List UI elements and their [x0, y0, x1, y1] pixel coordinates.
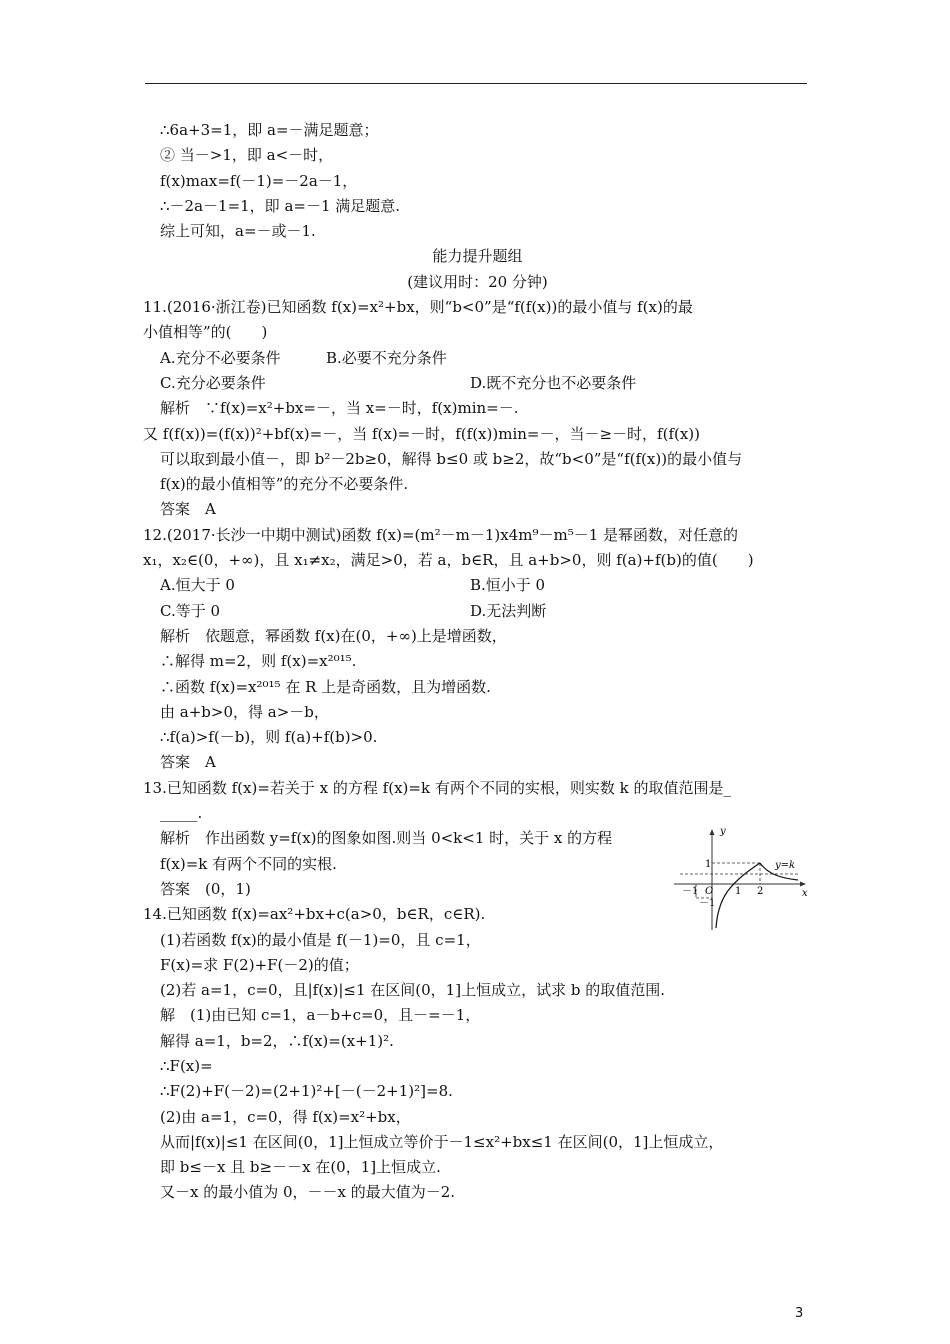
q14-line: 又－x 的最小值为 0，－－x 的最大值为－2.	[160, 1183, 456, 1202]
function-graph	[672, 824, 810, 934]
q13-answer: 答案 (0，1)	[160, 879, 251, 898]
q11-solution: f(x)的最小值相等”的充分不必要条件.	[160, 475, 409, 494]
tick-label: －1	[699, 898, 716, 909]
q13-stem-cont: _____.	[160, 804, 203, 823]
section-subtitle: (建议用时：20 分钟)	[407, 272, 548, 291]
page-number: 3	[795, 1306, 804, 1321]
q12-option-a: A.恒大于 0	[160, 576, 235, 595]
tick-label: 1	[735, 886, 742, 897]
q14-line: 从而|f(x)|≤1 在区间(0，1]上恒成立等价于－1≤x²+bx≤1 在区间(0，1]上恒成立，	[160, 1132, 724, 1151]
q13-solution: 解析 作出函数 y=f(x)的图象如图.则当 0<k<1 时，关于 x 的方程	[160, 829, 613, 848]
q12-solution: ∴解得 m=2，则 f(x)=x²⁰¹⁵.	[160, 652, 357, 671]
q14-line: (2)若 a=1，c=0，且|f(x)|≤1 在区间(0，1]上恒成立，试求 b 的取值范围.	[160, 981, 665, 1000]
q12-solution: 解析 依题意，幂函数 f(x)在(0，+∞)上是增函数，	[160, 626, 507, 645]
q11-option-a: A.充分不必要条件	[160, 348, 281, 367]
q13-solution: f(x)=k 有两个不同的实根.	[160, 854, 337, 873]
x-axis-label: x	[802, 888, 808, 899]
q12-option-c: C.等于 0	[160, 601, 221, 620]
tick-label: －1	[682, 886, 699, 897]
q11-stem-cont: 小值相等”的( )	[143, 323, 268, 342]
q11-solution: 解析 ∵f(x)=x²+bx=－，当 x=－时，f(x)min=－.	[160, 399, 519, 418]
q13-stem: 13.已知函数 f(x)=若关于 x 的方程 f(x)=k 有两个不同的实根，则实数 k 的取值范围是_	[143, 778, 731, 797]
q11-stem: 11.(2016·浙江卷)已知函数 f(x)=x²+bx，则“b<0”是“f(f(x))的最小值与 f(x)的最	[143, 298, 693, 317]
q11-solution: 又 f(f(x))=(f(x))²+bf(x)=－，当 f(x)=－时，f(f(x))min=－，当－≥－时，f(f(x))	[143, 424, 701, 443]
header-rule	[145, 83, 807, 84]
q11-option-c: C.充分必要条件	[160, 373, 266, 392]
tick-label: 1	[705, 859, 712, 870]
q11-answer: 答案 A	[160, 500, 216, 519]
q11-option-d: D.既不充分也不必要条件	[470, 373, 637, 392]
text-line: ② 当－>1，即 a<－时，	[160, 146, 334, 165]
q14-line: (1)若函数 f(x)的最小值是 f(－1)=0，且 c=1，	[160, 930, 481, 949]
q12-option-d: D.无法判断	[470, 601, 547, 620]
q14-line: (2)由 a=1，c=0，得 f(x)=x²+bx，	[160, 1107, 411, 1126]
q14-stem: 14.已知函数 f(x)=ax²+bx+c(a>0，b∈R，c∈R).	[143, 905, 486, 924]
q14-line: 解得 a=1，b=2，∴f(x)=(x+1)².	[160, 1031, 394, 1050]
text-line: f(x)max=f(－1)=－2a－1，	[160, 171, 358, 190]
q14-line: F(x)=求 F(2)+F(－2)的值；	[160, 955, 359, 974]
q14-line: 解 (1)由已知 c=1，a－b+c=0，且－=－1，	[160, 1006, 481, 1025]
y-axis-label: y	[720, 826, 726, 837]
q14-line: ∴F(x)=	[160, 1056, 213, 1075]
q11-option-b: B.必要不充分条件	[326, 348, 447, 367]
q12-solution: 由 a+b>0，得 a>－b，	[160, 702, 329, 721]
q14-line: 即 b≤－x 且 b≥－－x 在(0，1]上恒成立.	[160, 1158, 441, 1177]
q12-solution: ∴函数 f(x)=x²⁰¹⁵ 在 R 上是奇函数，且为增函数.	[160, 677, 491, 696]
q12-option-b: B.恒小于 0	[470, 576, 546, 595]
section-title: 能力提升题组	[432, 247, 523, 266]
q12-answer: 答案 A	[160, 753, 216, 772]
tick-label: 2	[757, 886, 764, 897]
q14-line: ∴F(2)+F(－2)=(2+1)²+[－(－2+1)²]=8.	[160, 1082, 453, 1101]
q12-stem: 12.(2017·长沙一中期中测试)函数 f(x)=(m²－m－1)x4m⁹－m⁵－1 是幂函数，对任意的	[143, 525, 739, 544]
q12-stem-cont: x₁，x₂∈(0，+∞)，且 x₁≠x₂，满足>0，若 a，b∈R，且 a+b>0，则 f(a)+f(b)的值( )	[143, 551, 754, 570]
x-axis-arrow	[800, 882, 806, 887]
text-line: ∴6a+3=1，即 a=－满足题意；	[160, 121, 379, 139]
line-label: y=k	[775, 860, 796, 871]
origin-label: O	[705, 886, 714, 897]
text-line: 综上可知，a=－或－1.	[160, 222, 316, 241]
text-line: ∴－2a－1=1，即 a=－1 满足题意.	[160, 196, 401, 215]
document-body	[143, 118, 810, 1206]
q12-solution: ∴f(a)>f(－b)，则 f(a)+f(b)>0.	[160, 728, 378, 747]
q11-solution: 可以取到最小值－，即 b²－2b≥0，解得 b≤0 或 b≥2，故“b<0”是“f(f(x))的最小值与	[160, 449, 743, 468]
y-axis-arrow	[710, 829, 715, 835]
